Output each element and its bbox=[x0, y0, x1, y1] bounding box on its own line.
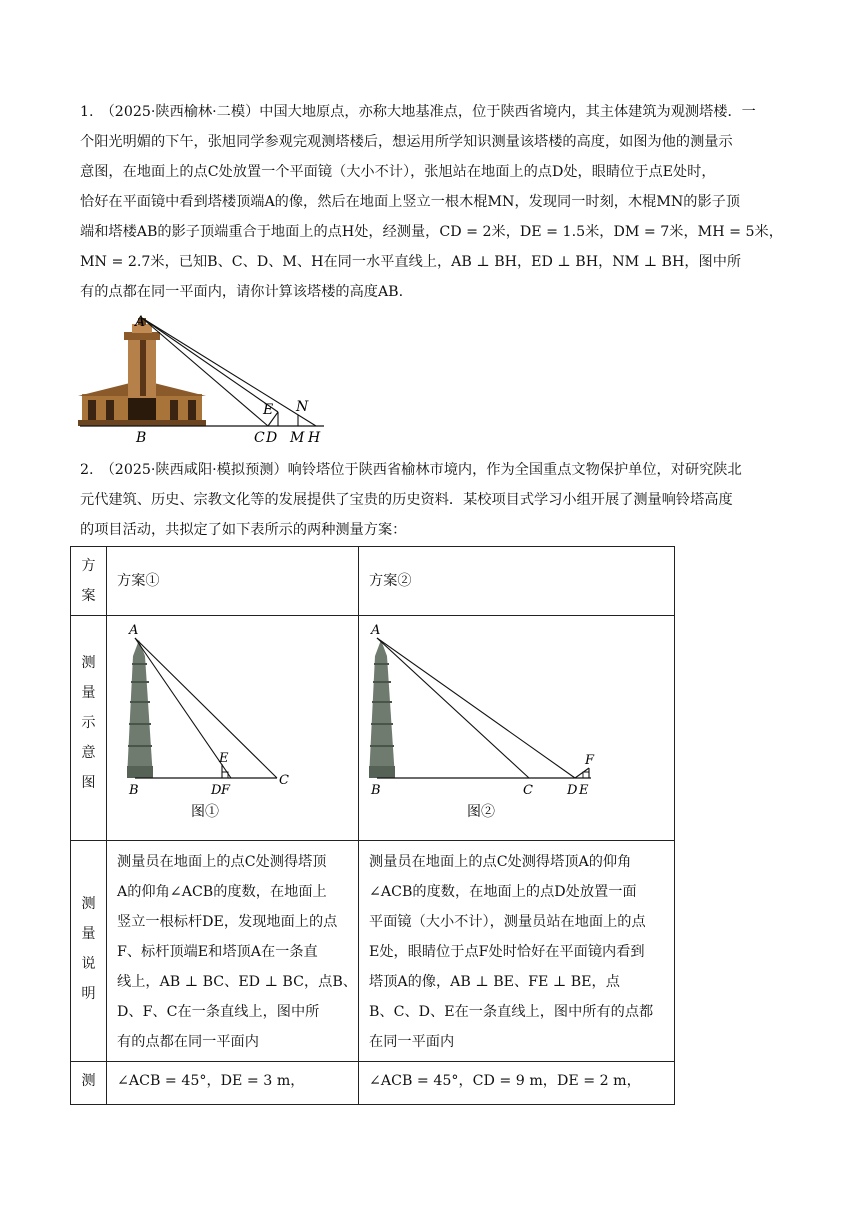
explain-line: 有的点都在同一平面内 bbox=[117, 1034, 259, 1050]
scheme-1-figure-cell bbox=[107, 616, 359, 841]
row-label-char: 图 bbox=[81, 775, 96, 791]
problem-1-line: 个阳光明媚的下午，张旭同学参观完观测塔楼后，想运用所学知识测量该塔楼的高度，如图为他的测量示 bbox=[80, 134, 733, 150]
row-label-char: 方 bbox=[81, 558, 96, 574]
row-label-explain bbox=[71, 841, 107, 1062]
scheme-1-explain bbox=[107, 841, 358, 1057]
row-label-char: 测 bbox=[81, 655, 96, 671]
problem-2-line: 的项目活动，共拟定了如下表所示的两种测量方案： bbox=[80, 522, 407, 538]
scheme-1-data-cell bbox=[107, 1062, 359, 1105]
explain-line: 测量员在地面上的点C处测得塔顶 bbox=[117, 854, 327, 870]
problem-1-line: 1. （2025·陕西榆林·二模）中国大地原点，亦称大地基准点，位于陕西省境内，其主体建筑为观测塔楼．一 bbox=[80, 104, 756, 120]
scheme-1-title-cell bbox=[107, 547, 359, 616]
label-A: A bbox=[371, 623, 381, 638]
explain-line: 线上，AB ⊥ BC、ED ⊥ BC，点B、 bbox=[117, 974, 357, 990]
scheme-table bbox=[70, 546, 675, 1105]
problem-2-line: 元代建筑、历史、宗教文化等的发展提供了宝贵的历史资料．某校项目式学习小组开展了测量响铃塔高度 bbox=[80, 492, 733, 508]
problem-1-line: 意图，在地面上的点C处放置一个平面镜（大小不计），张旭站在地面上的点D处，眼睛位于点E处时， bbox=[80, 164, 716, 180]
row-label-char: 案 bbox=[81, 588, 96, 604]
row-label-char: 测 bbox=[81, 896, 96, 912]
table-row-explain bbox=[71, 841, 675, 1062]
explain-line: 在同一平面内 bbox=[369, 1034, 455, 1050]
label-M: M bbox=[290, 430, 305, 446]
label-N: N bbox=[296, 399, 309, 415]
row-label-char: 说 bbox=[81, 956, 96, 972]
scheme-1-explain-cell bbox=[107, 841, 359, 1062]
label-A: A bbox=[135, 314, 146, 330]
row-label-char: 测 bbox=[81, 1073, 96, 1089]
label-B: B bbox=[371, 783, 381, 798]
scheme-1-figure bbox=[107, 616, 359, 836]
label-C: C bbox=[523, 783, 533, 798]
problem-1-figure bbox=[78, 310, 338, 450]
row-label-char: 示 bbox=[81, 715, 96, 731]
label-B: B bbox=[129, 783, 139, 798]
label-F: F bbox=[221, 783, 231, 798]
label-F: F bbox=[585, 753, 595, 768]
row-label-diagram bbox=[71, 616, 107, 841]
scheme-2-title-cell bbox=[359, 547, 675, 616]
observation-tower-image bbox=[78, 318, 206, 426]
label-H: H bbox=[308, 430, 321, 446]
scheme-2-explain-cell bbox=[359, 841, 675, 1062]
label-B: B bbox=[136, 430, 147, 446]
pagoda-image bbox=[127, 640, 153, 778]
row-label-data bbox=[71, 1062, 107, 1105]
explain-line: 塔顶A的像，AB ⊥ BE、FE ⊥ BE，点 bbox=[369, 974, 620, 990]
table-row-diagram bbox=[71, 616, 675, 841]
label-D: D bbox=[567, 783, 578, 798]
figure-2-caption: 图② bbox=[467, 804, 495, 820]
label-C: C bbox=[279, 773, 289, 788]
explain-line: 测量员在地面上的点C处测得塔顶A的仰角 bbox=[369, 854, 632, 870]
figure-1-caption: 图① bbox=[191, 804, 219, 820]
explain-line: D、F、C在一条直线上，图中所 bbox=[117, 1004, 320, 1020]
table-row-scheme bbox=[71, 547, 675, 616]
row-label-scheme bbox=[71, 547, 107, 616]
scheme-2-explain bbox=[359, 841, 674, 1057]
scheme-2-data: ∠ACB = 45°，CD = 9 m，DE = 2 m， bbox=[369, 1073, 641, 1089]
explain-line: B、C、D、E在一条直线上，图中所有的点都 bbox=[369, 1004, 654, 1020]
problem-2-line: 2. （2025·陕西咸阳·模拟预测）响铃塔位于陕西省榆林市境内，作为全国重点文物保护单位，对研究陕北 bbox=[80, 462, 742, 478]
row-label-char: 量 bbox=[81, 685, 96, 701]
explain-line: F、标杆顶端E和塔顶A在一条直 bbox=[117, 944, 318, 960]
table-row-data bbox=[71, 1062, 675, 1105]
scheme-2-title: 方案② bbox=[369, 573, 412, 589]
scheme-2-figure bbox=[359, 616, 675, 836]
scheme-1-title: 方案① bbox=[117, 573, 160, 589]
scheme-1-data: ∠ACB = 45°，DE = 3 m， bbox=[117, 1073, 305, 1089]
problem-2-text bbox=[80, 455, 800, 545]
problem-1-line: MN = 2.7米，已知B、C、D、M、H在同一水平直线上，AB ⊥ BH，ED ⊥ BH，NM ⊥ BH，图中所 bbox=[80, 254, 742, 270]
label-E: E bbox=[263, 402, 274, 418]
label-C: C bbox=[254, 430, 265, 446]
row-label-char: 量 bbox=[81, 926, 96, 942]
explain-line: ∠ACB的度数，在地面上的点D处放置一面 bbox=[369, 884, 637, 900]
explain-line: 平面镜（大小不计），测量员站在地面上的点 bbox=[369, 914, 646, 930]
label-E: E bbox=[579, 783, 589, 798]
explain-line: A的仰角∠ACB的度数，在地面上 bbox=[117, 884, 327, 900]
label-E: E bbox=[219, 751, 229, 766]
scheme-2-figure-cell bbox=[359, 616, 675, 841]
explain-line: 竖立一根标杆DE，发现地面上的点 bbox=[117, 914, 338, 930]
scheme-2-data-cell bbox=[359, 1062, 675, 1105]
problem-1-line: 端和塔楼AB的影子顶端重合于地面上的点H处，经测量，CD = 2米，DE = 1.5米，DM = 7米，MH = 5米， bbox=[80, 224, 783, 240]
pagoda-image bbox=[369, 640, 395, 778]
label-D: D bbox=[266, 430, 278, 446]
explain-line: E处，眼睛位于点F处时恰好在平面镜内看到 bbox=[369, 944, 645, 960]
problem-1-text bbox=[80, 97, 800, 307]
row-label-char: 意 bbox=[81, 745, 96, 761]
label-A: A bbox=[129, 623, 139, 638]
problem-1-line: 恰好在平面镜中看到塔楼顶端A的像，然后在地面上竖立一根木棍MN，发现同一时刻，木棍MN的影子顶 bbox=[80, 194, 741, 210]
label-D: D bbox=[211, 783, 222, 798]
problem-1-line: 有的点都在同一平面内，请你计算该塔楼的高度AB. bbox=[80, 284, 404, 300]
row-label-char: 明 bbox=[81, 986, 96, 1002]
